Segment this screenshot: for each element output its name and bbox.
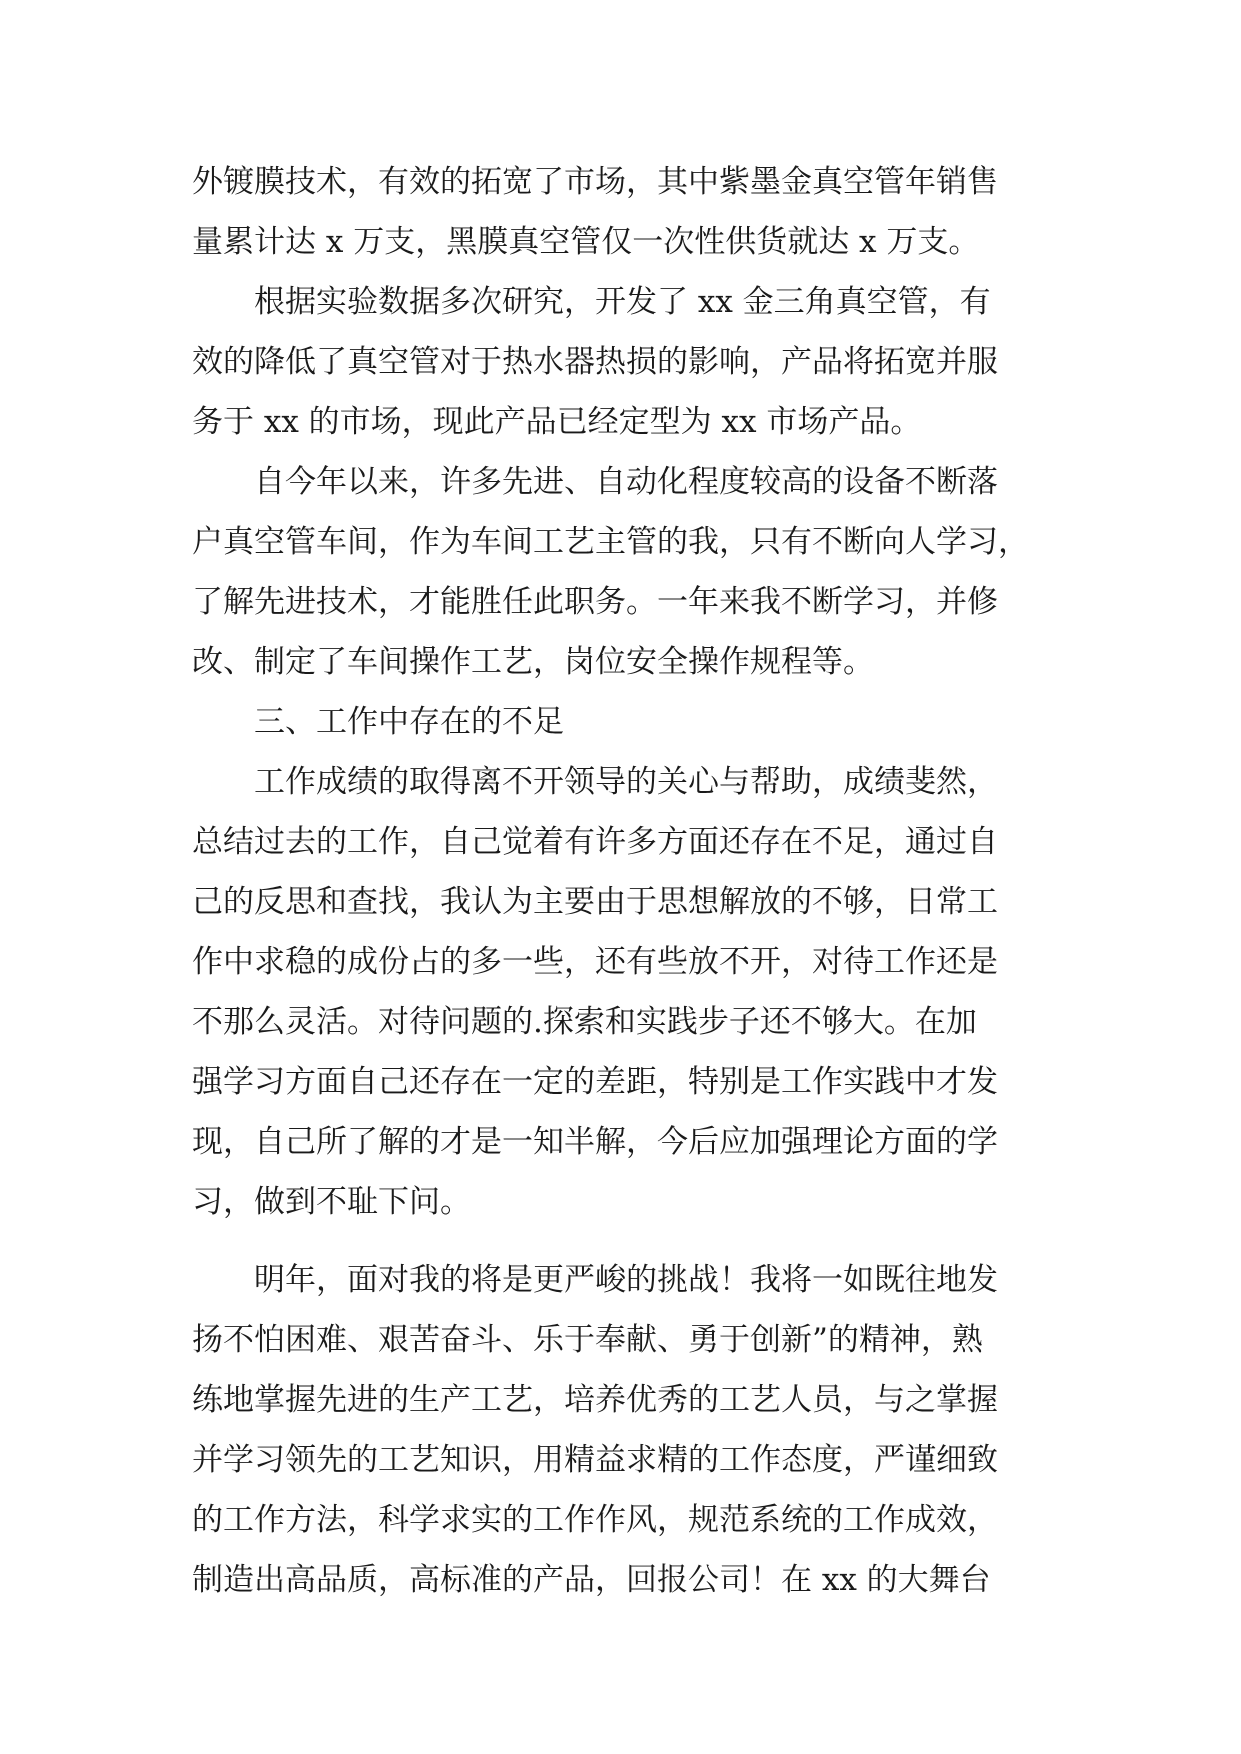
paragraph-2-line-1: 根据实验数据多次研究，开发了 xx 金三角真空管，有 [254,284,991,320]
paragraph-3-line-1: 自今年以来，许多先进、自动化程度较高的设备不断落 [254,464,998,500]
paragraph-4-line-4: 作中求稳的成份占的多一些，还有些放不开，对待工作还是 [192,944,998,980]
paragraph-2-line-2: 效的降低了真空管对于热水器热损的影响，产品将拓宽并服 [192,344,998,380]
paragraph-5-line-4: 并学习领先的工艺知识，用精益求精的工作态度，严谨细致 [192,1442,998,1478]
paragraph-5-line-5: 的工作方法，科学求实的工作作风，规范系统的工作成效， [192,1502,998,1538]
paragraph-5-line-1: 明年，面对我的将是更严峻的挑战！我将一如既往地发 [254,1262,998,1298]
document-body [192,152,1052,1610]
paragraph-5-line-3: 练地掌握先进的生产工艺，培养优秀的工艺人员，与之掌握 [192,1382,998,1418]
paragraph-4-line-7: 现，自己所了解的才是一知半解，今后应加强理论方面的学 [192,1124,998,1160]
paragraph-1-line-1: 外镀膜技术，有效的拓宽了市场，其中紫墨金真空管年销售 [192,164,998,200]
paragraph-4-line-5: 不那么灵活。对待问题的.探索和实践步子还不够大。在加 [192,1004,977,1040]
paragraph-5-line-2: 扬不怕困难、艰苦奋斗、乐于奉献、勇于创新”的精神，熟 [192,1322,983,1358]
section-heading-3: 三、工作中存在的不足 [254,704,564,740]
paragraph-3-line-3: 了解先进技术，才能胜任此职务。一年来我不断学习，并修 [192,584,998,620]
paragraph-3-line-2: 户真空管车间，作为车间工艺主管的我，只有不断向人学习， [192,524,1029,560]
paragraph-4-line-1: 工作成绩的取得离不开领导的关心与帮助，成绩斐然， [254,764,998,800]
paragraph-3-line-4: 改、制定了车间操作工艺，岗位安全操作规程等。 [192,644,874,680]
paragraph-4-line-3: 己的反思和查找，我认为主要由于思想解放的不够，日常工 [192,884,998,920]
paragraph-2-line-3: 务于 xx 的市场，现此产品已经定型为 xx 市场产品。 [192,404,922,440]
paragraph-1-line-2: 量累计达 x 万支，黑膜真空管仅一次性供货就达 x 万支。 [192,224,980,260]
paragraph-spacer [192,1232,1052,1250]
paragraph-4-line-6: 强学习方面自己还存在一定的差距，特别是工作实践中才发 [192,1064,998,1100]
paragraph-5-line-6: 制造出高品质，高标准的产品，回报公司！在 xx 的大舞台 [192,1562,991,1598]
paragraph-4-line-2: 总结过去的工作，自己觉着有许多方面还存在不足，通过自 [192,824,998,860]
paragraph-4-line-8: 习，做到不耻下问。 [192,1184,471,1220]
